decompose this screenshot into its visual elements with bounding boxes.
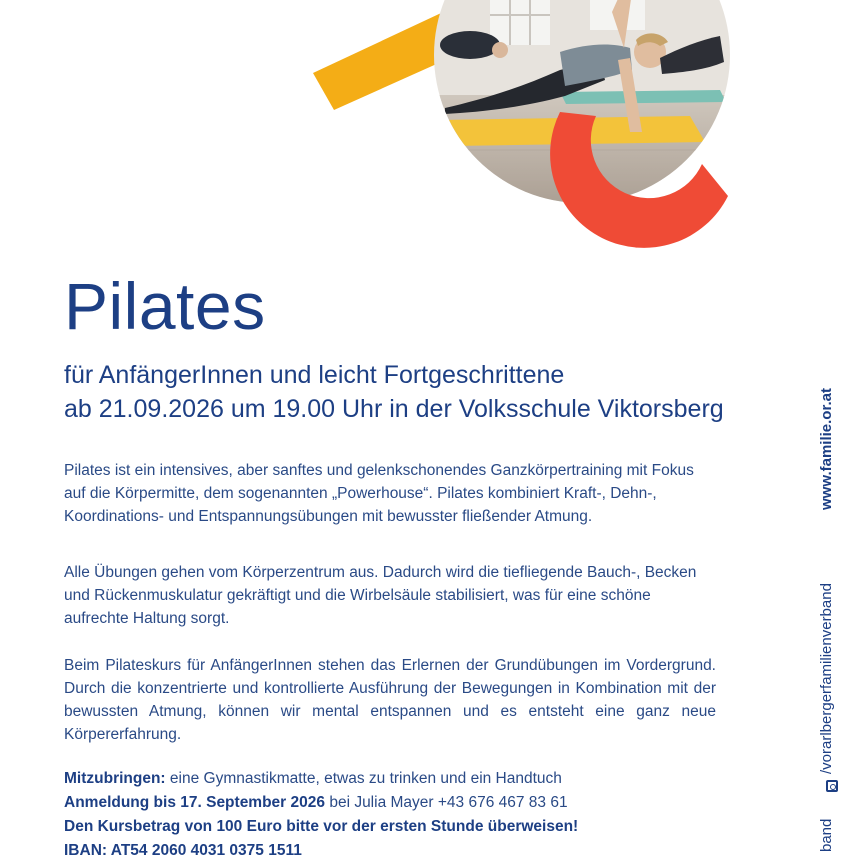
course-subtitle bbox=[64, 358, 764, 426]
anmeldung-text: bei Julia Mayer +43 676 467 83 61 bbox=[325, 794, 568, 811]
course-info bbox=[64, 767, 744, 863]
mitbringen-text: eine Gymnastikmatte, etwas zu trinken und ein Handtuch bbox=[165, 770, 562, 787]
subtitle-date-location: ab 21.09.2026 um 19.00 Uhr in der Volksschule Viktorsberg bbox=[64, 395, 724, 423]
instagram-icon bbox=[826, 780, 838, 792]
description-paragraph-1: Pilates ist ein intensives, aber sanftes und gelenkschonendes Ganzkörpertraining mit Fokus auf die Körpermitte, dem sogenannten „Powerhouse“. Pilates kombiniert Kraft-, Dehn-, Koordinations- und Entspannungsübungen mit bewusster fließender Atmung. bbox=[64, 462, 694, 525]
info-iban: IBAN: AT54 2060 4031 0375 1511 bbox=[64, 842, 302, 859]
info-anmeldung bbox=[64, 791, 744, 815]
info-mitbringen bbox=[64, 767, 744, 791]
info-kursbetrag: Den Kursbetrag von 100 Euro bitte vor der ersten Stunde überweisen! bbox=[64, 818, 579, 835]
subtitle-audience: für AnfängerInnen und leicht Fortgeschrittene bbox=[64, 361, 565, 389]
website-link[interactable]: www.familie.or.at bbox=[818, 388, 835, 510]
mitbringen-label: Mitzubringen: bbox=[64, 770, 166, 787]
sidebar bbox=[818, 0, 848, 852]
description-paragraph-3: Beim Pilateskurs für AnfängerInnen stehen das Erlernen der Grundübungen im Vordergrund. Durch die konzentrierte und kontrollierte Ausführung der Bewegungen in Kombination mit der bewussten Atmung, können wir mental entspannen und es entsteht eine ganz neue Körpererfahrung. bbox=[64, 657, 716, 743]
anmeldung-label: Anmeldung bis 17. September 2026 bbox=[64, 794, 326, 811]
social-handle-link[interactable]: /vorarlbergerfamilienverband bbox=[818, 583, 835, 774]
header-artwork bbox=[0, 0, 852, 260]
sidebar-cutoff-text: band bbox=[818, 818, 835, 852]
page-title: Pilates bbox=[64, 269, 266, 343]
description-paragraph-2: Alle Übungen gehen vom Körperzentrum aus. Dadurch wird die tiefliegende Bauch-, Becken und Rückenmuskulatur gekräftigt und die Wirbelsäule stabilisiert, was für eine schöne aufrechte Haltung sorgt. bbox=[64, 564, 697, 627]
